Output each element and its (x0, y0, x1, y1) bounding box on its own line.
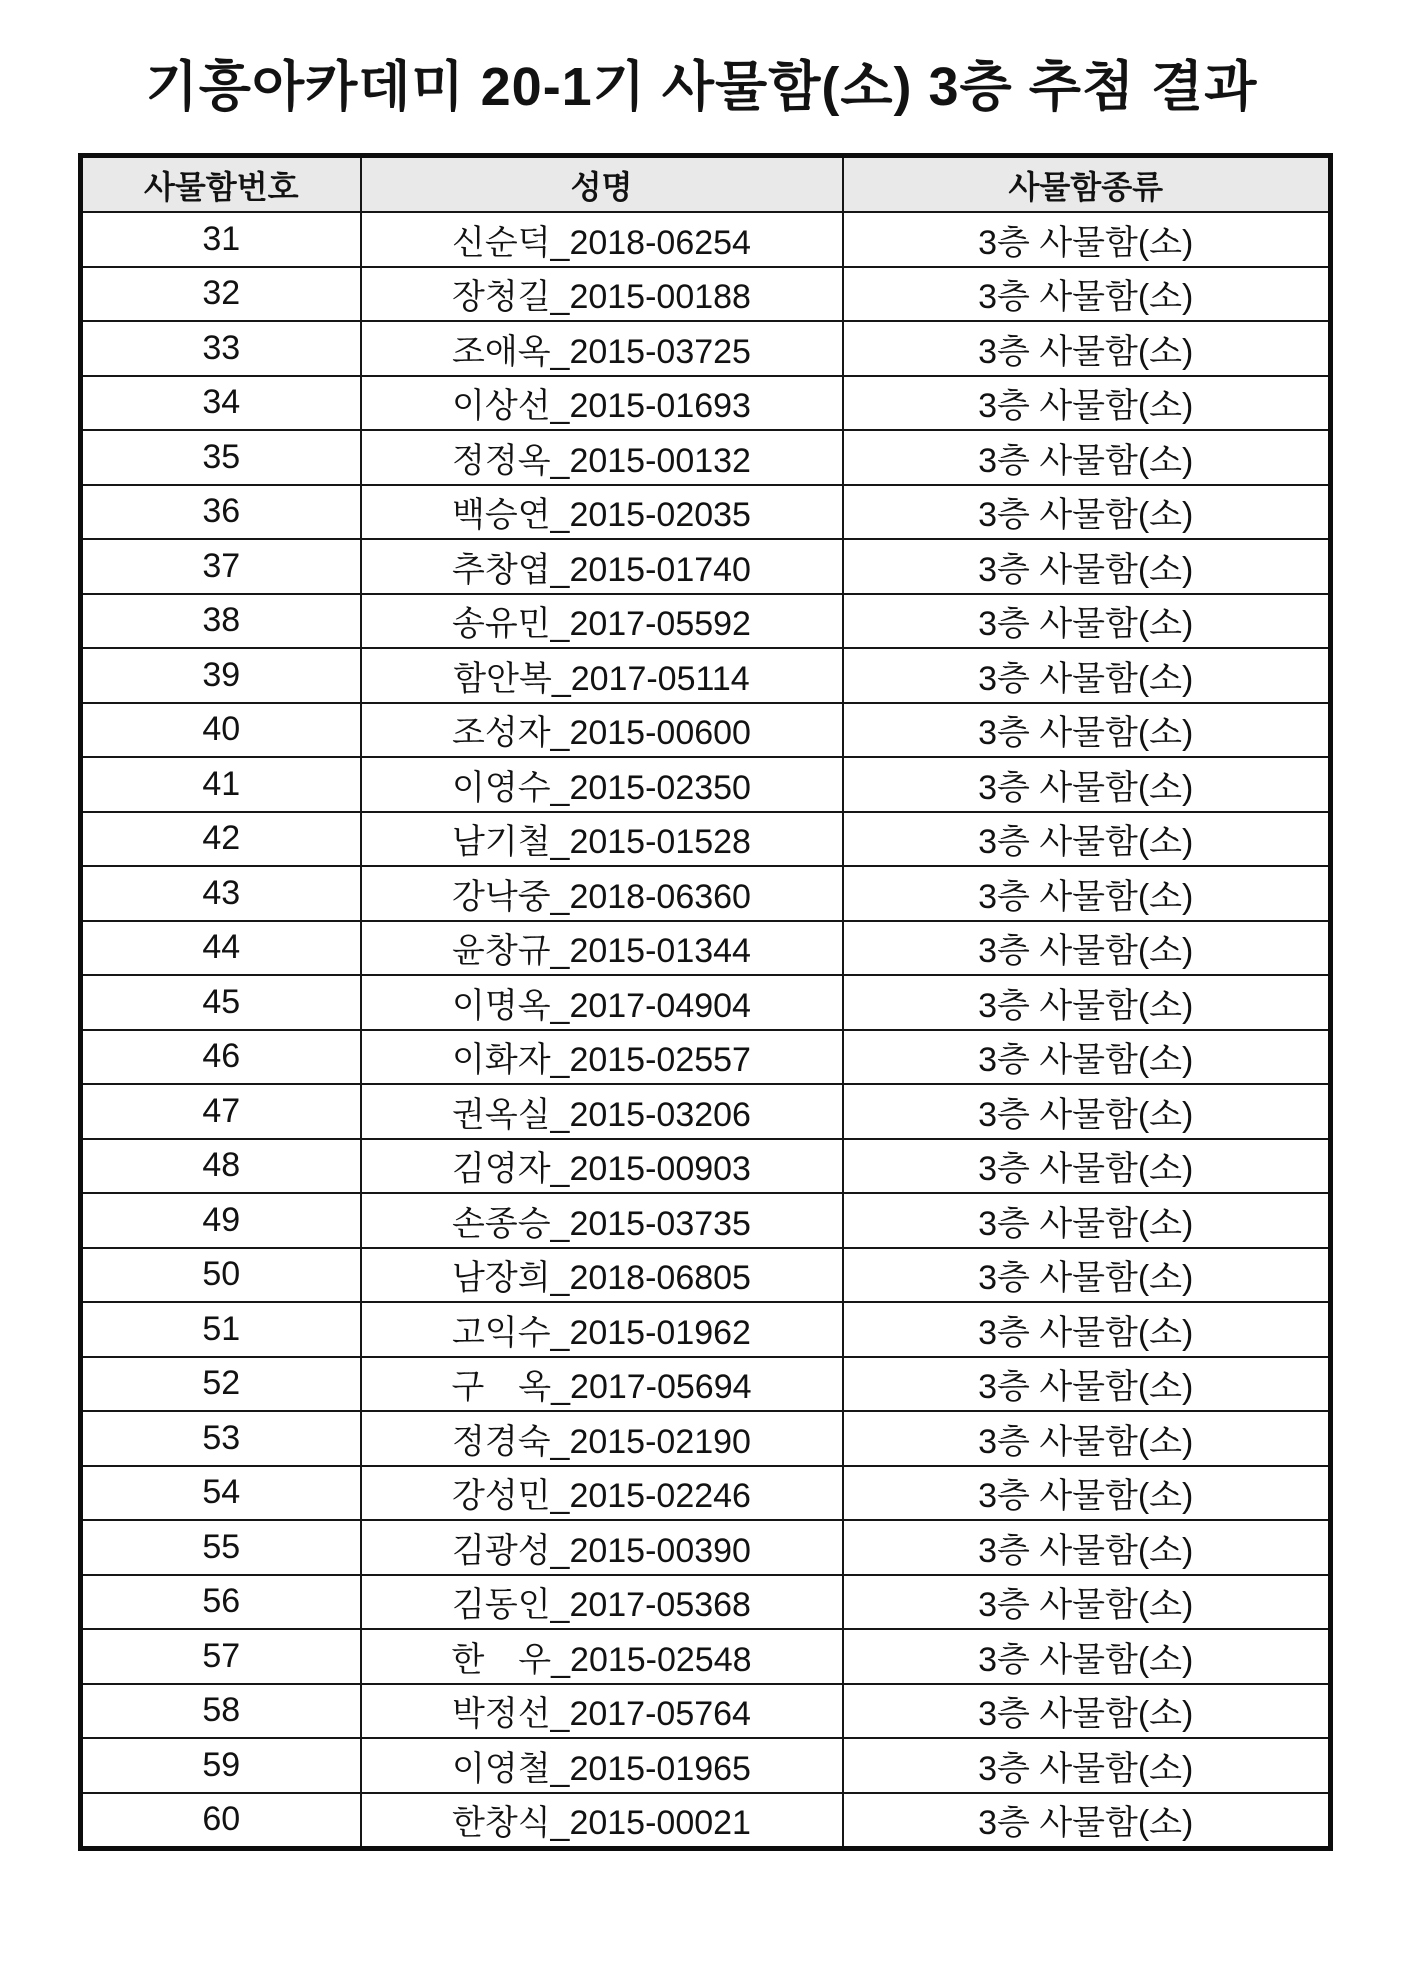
locker-type-cell: 3층 사물함(소) (843, 648, 1331, 703)
member-name-cell: 추창엽_2015-01740 (361, 539, 843, 594)
member-name-cell: 이상선_2015-01693 (361, 376, 843, 431)
locker-type-cell: 3층 사물함(소) (843, 1738, 1331, 1793)
member-name-cell: 백승연_2015-02035 (361, 485, 843, 540)
locker-type-cell: 3층 사물함(소) (843, 1357, 1331, 1412)
locker-type-cell: 3층 사물함(소) (843, 1684, 1331, 1739)
table-row (81, 267, 1331, 322)
member-name-cell: 고익수_2015-01962 (361, 1302, 843, 1357)
col-header-name: 성명 (361, 156, 843, 213)
table-row (81, 1411, 1331, 1466)
locker-number-cell: 53 (81, 1411, 361, 1466)
locker-number-cell: 38 (81, 594, 361, 649)
locker-number-cell: 35 (81, 430, 361, 485)
member-name-cell: 정정옥_2015-00132 (361, 430, 843, 485)
table-row (81, 648, 1331, 703)
table-row (81, 594, 1331, 649)
member-name-cell: 이화자_2015-02557 (361, 1030, 843, 1085)
table-body (81, 212, 1331, 1849)
results-table (78, 153, 1333, 1851)
locker-number-cell: 46 (81, 1030, 361, 1085)
locker-number-cell: 58 (81, 1684, 361, 1739)
table-row (81, 1139, 1331, 1194)
member-name-cell: 조애옥_2015-03725 (361, 321, 843, 376)
locker-number-cell: 47 (81, 1084, 361, 1139)
member-name-cell: 김영자_2015-00903 (361, 1139, 843, 1194)
table-row (81, 212, 1331, 267)
locker-number-cell: 49 (81, 1193, 361, 1248)
table-row (81, 1684, 1331, 1739)
member-name-cell: 손종승_2015-03735 (361, 1193, 843, 1248)
locker-number-cell: 50 (81, 1248, 361, 1303)
locker-number-cell: 32 (81, 267, 361, 322)
table-row (81, 921, 1331, 976)
locker-type-cell: 3층 사물함(소) (843, 485, 1331, 540)
locker-type-cell: 3층 사물함(소) (843, 1193, 1331, 1248)
member-name-cell: 함안복_2017-05114 (361, 648, 843, 703)
locker-number-cell: 34 (81, 376, 361, 431)
member-name-cell: 박정선_2017-05764 (361, 1684, 843, 1739)
member-name-cell: 윤창규_2015-01344 (361, 921, 843, 976)
table-row (81, 1248, 1331, 1303)
table-row (81, 1466, 1331, 1521)
locker-number-cell: 41 (81, 757, 361, 812)
member-name-cell: 이명옥_2017-04904 (361, 975, 843, 1030)
table-header (81, 156, 1331, 213)
locker-number-cell: 39 (81, 648, 361, 703)
locker-number-cell: 45 (81, 975, 361, 1030)
member-name-cell: 조성자_2015-00600 (361, 703, 843, 758)
locker-type-cell: 3층 사물함(소) (843, 212, 1331, 267)
header-row (81, 156, 1331, 213)
member-name-cell: 김동인_2017-05368 (361, 1575, 843, 1630)
table-row (81, 1030, 1331, 1085)
member-name-cell: 남기철_2015-01528 (361, 812, 843, 867)
table-row (81, 1629, 1331, 1684)
locker-type-cell: 3층 사물함(소) (843, 757, 1331, 812)
locker-number-cell: 40 (81, 703, 361, 758)
table-row (81, 812, 1331, 867)
locker-type-cell: 3층 사물함(소) (843, 1248, 1331, 1303)
locker-type-cell: 3층 사물함(소) (843, 812, 1331, 867)
table-row (81, 485, 1331, 540)
col-header-locker-type: 사물함종류 (843, 156, 1331, 213)
table-row (81, 321, 1331, 376)
member-name-cell: 장청길_2015-00188 (361, 267, 843, 322)
table-row (81, 1084, 1331, 1139)
locker-type-cell: 3층 사물함(소) (843, 594, 1331, 649)
member-name-cell: 남장희_2018-06805 (361, 1248, 843, 1303)
page-title: 기흥아카데미 20-1기 사물함(소) 3층 추첨 결과 (145, 57, 1258, 117)
member-name-cell: 구 옥_2017-05694 (361, 1357, 843, 1412)
locker-type-cell: 3층 사물함(소) (843, 1629, 1331, 1684)
locker-number-cell: 51 (81, 1302, 361, 1357)
table-row (81, 539, 1331, 594)
table-row (81, 376, 1331, 431)
member-name-cell: 신순덕_2018-06254 (361, 212, 843, 267)
member-name-cell: 정경숙_2015-02190 (361, 1411, 843, 1466)
member-name-cell: 강낙중_2018-06360 (361, 866, 843, 921)
locker-type-cell: 3층 사물함(소) (843, 703, 1331, 758)
locker-type-cell: 3층 사물함(소) (843, 1084, 1331, 1139)
table-row (81, 757, 1331, 812)
locker-number-cell: 57 (81, 1629, 361, 1684)
locker-type-cell: 3층 사물함(소) (843, 376, 1331, 431)
table-row (81, 975, 1331, 1030)
member-name-cell: 한 우_2015-02548 (361, 1629, 843, 1684)
member-name-cell: 김광성_2015-00390 (361, 1520, 843, 1575)
locker-type-cell: 3층 사물함(소) (843, 1030, 1331, 1085)
locker-number-cell: 44 (81, 921, 361, 976)
table-row (81, 1738, 1331, 1793)
member-name-cell: 송유민_2017-05592 (361, 594, 843, 649)
locker-number-cell: 33 (81, 321, 361, 376)
locker-number-cell: 55 (81, 1520, 361, 1575)
locker-number-cell: 37 (81, 539, 361, 594)
locker-type-cell: 3층 사물함(소) (843, 1302, 1331, 1357)
locker-type-cell: 3층 사물함(소) (843, 539, 1331, 594)
locker-type-cell: 3층 사물함(소) (843, 1575, 1331, 1630)
locker-type-cell: 3층 사물함(소) (843, 921, 1331, 976)
table-row (81, 1357, 1331, 1412)
col-header-locker-no: 사물함번호 (81, 156, 361, 213)
table-row (81, 703, 1331, 758)
locker-type-cell: 3층 사물함(소) (843, 866, 1331, 921)
locker-type-cell: 3층 사물함(소) (843, 1411, 1331, 1466)
locker-number-cell: 59 (81, 1738, 361, 1793)
locker-number-cell: 60 (81, 1793, 361, 1849)
locker-type-cell: 3층 사물함(소) (843, 430, 1331, 485)
locker-type-cell: 3층 사물함(소) (843, 1139, 1331, 1194)
locker-number-cell: 48 (81, 1139, 361, 1194)
table-row (81, 1520, 1331, 1575)
locker-number-cell: 36 (81, 485, 361, 540)
locker-type-cell: 3층 사물함(소) (843, 1520, 1331, 1575)
table-row (81, 1575, 1331, 1630)
locker-type-cell: 3층 사물함(소) (843, 1466, 1331, 1521)
table-row (81, 866, 1331, 921)
locker-type-cell: 3층 사물함(소) (843, 975, 1331, 1030)
locker-number-cell: 43 (81, 866, 361, 921)
locker-number-cell: 42 (81, 812, 361, 867)
locker-number-cell: 31 (81, 212, 361, 267)
table-row (81, 1302, 1331, 1357)
table-row (81, 430, 1331, 485)
locker-type-cell: 3층 사물함(소) (843, 267, 1331, 322)
member-name-cell: 강성민_2015-02246 (361, 1466, 843, 1521)
member-name-cell: 이영수_2015-02350 (361, 757, 843, 812)
member-name-cell: 권옥실_2015-03206 (361, 1084, 843, 1139)
locker-number-cell: 56 (81, 1575, 361, 1630)
locker-number-cell: 52 (81, 1357, 361, 1412)
locker-type-cell: 3층 사물함(소) (843, 1793, 1331, 1849)
locker-number-cell: 54 (81, 1466, 361, 1521)
table-row (81, 1793, 1331, 1849)
locker-type-cell: 3층 사물함(소) (843, 321, 1331, 376)
member-name-cell: 한창식_2015-00021 (361, 1793, 843, 1849)
table-row (81, 1193, 1331, 1248)
member-name-cell: 이영철_2015-01965 (361, 1738, 843, 1793)
